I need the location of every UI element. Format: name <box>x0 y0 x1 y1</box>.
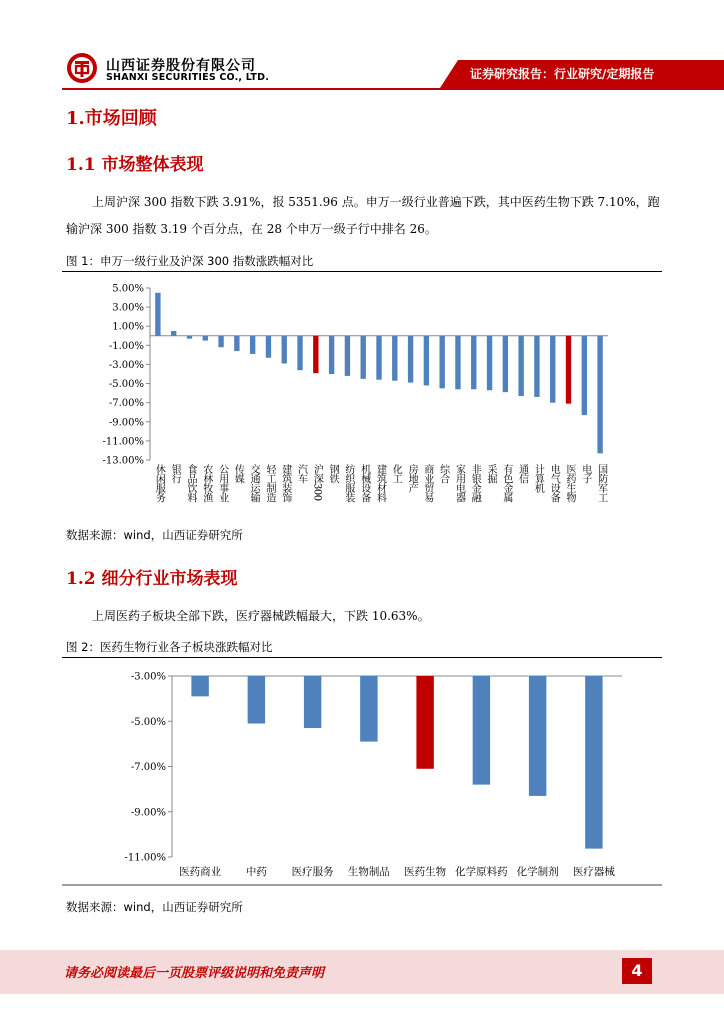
bar-通信 <box>518 336 523 396</box>
paragraph-overall-line1: 上周沪深 300 指数下跌 3.91%，报 5351.96 点。申万一级行业普遍下跌，其中医药生物下跌 7.10%，跑 <box>92 195 660 209</box>
bar-轻工制造 <box>266 336 271 358</box>
x-tick-label: 非银金融 <box>469 464 481 502</box>
bar-化学原料药 <box>473 676 490 785</box>
figure2-caption: 图 2：医药生物行业各子板块涨跌幅对比 <box>66 640 273 654</box>
bar-农林牧渔 <box>203 336 208 341</box>
y-tick-label: -11.00% <box>102 436 144 448</box>
bar-电气设备 <box>550 336 555 403</box>
bar-中药 <box>248 676 265 724</box>
x-tick-label: 汽车 <box>295 464 307 483</box>
x-tick-label: 综合 <box>437 464 449 483</box>
industry-performance-chart <box>62 274 662 522</box>
y-tick-label: -3.00% <box>108 359 144 371</box>
y-tick-label: -9.00% <box>130 807 166 819</box>
bar-汽车 <box>297 336 302 370</box>
y-tick-label: -5.00% <box>108 379 144 391</box>
figure1-caption: 图 1：申万一级行业及沪深 300 指数涨跌幅对比 <box>66 254 314 268</box>
y-tick-label: -7.00% <box>130 762 166 773</box>
x-tick-label: 有色金属 <box>500 464 512 502</box>
x-tick-label: 轻工制造 <box>263 464 275 502</box>
bar-国防军工 <box>597 336 602 454</box>
company-name-cn: 山西证券股份有限公司 <box>106 58 256 74</box>
y-tick-label: -5.00% <box>130 716 166 728</box>
x-tick-label: 医疗服务 <box>291 866 334 878</box>
bar-建筑装饰 <box>282 336 287 364</box>
bar-机械设备 <box>361 336 366 379</box>
y-tick-label: 1.00% <box>112 321 144 333</box>
bar-纺织服装 <box>345 336 350 376</box>
pharma-subsector-chart <box>62 660 662 888</box>
section-title-sub-industry: 1.2 细分行业市场表现 <box>66 569 238 589</box>
x-tick-label: 采掘 <box>485 464 497 483</box>
x-tick-label: 电子 <box>579 464 591 483</box>
x-tick-label: 生物制品 <box>347 866 390 878</box>
bar-医药生物 <box>416 676 433 769</box>
bar-交通运输 <box>250 336 255 354</box>
bar-建筑材料 <box>376 336 381 380</box>
paragraph-overall-line2: 输沪深 300 指数 3.19 个百分点，在 28 个申万一级子行中排名 26。 <box>66 222 437 236</box>
figure2-divider <box>62 657 662 658</box>
bar-休闲服务 <box>155 293 160 336</box>
x-tick-label: 化学原料药 <box>455 866 508 878</box>
bar-家用电器 <box>455 336 460 390</box>
section-title-market-review: 1.市场回顾 <box>66 108 157 129</box>
report-type: 证券研究报告：行业研究/定期报告 <box>470 67 655 81</box>
bar-传媒 <box>234 336 239 351</box>
x-tick-label: 建筑装饰 <box>279 464 291 502</box>
x-tick-label: 公用事业 <box>216 464 228 502</box>
x-tick-label: 钢铁 <box>327 464 339 483</box>
y-tick-label: 3.00% <box>112 302 144 314</box>
x-tick-label: 机械设备 <box>358 464 370 502</box>
bar-医药生物 <box>566 336 571 404</box>
bar-化学制剂 <box>529 676 546 796</box>
header-divider <box>62 88 724 90</box>
x-tick-label: 家用电器 <box>453 464 465 502</box>
x-tick-label: 医药生物 <box>404 866 447 878</box>
figure1-source: 数据来源：wind，山西证券研究所 <box>66 528 243 542</box>
x-tick-label: 银行 <box>169 464 181 483</box>
bar-综合 <box>439 336 444 389</box>
y-tick-label: -13.00% <box>102 455 144 467</box>
x-tick-label: 电气设备 <box>548 464 560 502</box>
x-tick-label: 计算机 <box>532 464 544 493</box>
x-tick-label: 农林牧渔 <box>200 464 212 502</box>
x-tick-label: 国防军工 <box>595 464 607 502</box>
y-tick-label: -1.00% <box>108 340 144 352</box>
bar-商业贸易 <box>424 336 429 386</box>
bar-医疗器械 <box>585 676 602 849</box>
x-tick-label: 建筑材料 <box>374 464 386 502</box>
bar-公用事业 <box>218 336 223 347</box>
x-tick-label: 医疗器械 <box>572 866 615 878</box>
page-number: 4 <box>622 958 652 984</box>
bar-生物制品 <box>360 676 377 742</box>
x-tick-label: 食品饮料 <box>184 464 196 502</box>
x-tick-label: 通信 <box>516 464 528 483</box>
y-tick-label: -11.00% <box>124 852 166 864</box>
x-tick-label: 房地产 <box>406 464 418 493</box>
figure2-source: 数据来源：wind，山西证券研究所 <box>66 900 243 914</box>
section-title-overall: 1.1 市场整体表现 <box>66 155 204 175</box>
x-tick-label: 化工 <box>390 464 402 483</box>
figure1-divider <box>62 271 662 272</box>
bar-有色金属 <box>503 336 508 392</box>
y-tick-label: -9.00% <box>108 417 144 429</box>
bar-银行 <box>171 331 176 336</box>
x-tick-label: 中药 <box>245 866 267 878</box>
footer-disclaimer: 请务必阅读最后一页股票评级说明和免责声明 <box>64 966 325 981</box>
bar-化工 <box>392 336 397 381</box>
x-tick-label: 化学制剂 <box>516 866 559 878</box>
company-name-en: SHANXI SECURITIES CO., LTD. <box>106 72 270 83</box>
y-tick-label: -3.00% <box>130 671 166 683</box>
bar-非银金融 <box>471 336 476 390</box>
x-tick-label: 医药商业 <box>179 866 222 878</box>
bar-计算机 <box>534 336 539 397</box>
x-tick-label: 交通运输 <box>248 464 260 502</box>
x-tick-label: 医药生物 <box>564 464 576 502</box>
x-tick-label: 休闲服务 <box>153 464 165 502</box>
bar-钢铁 <box>329 336 334 374</box>
bar-医疗服务 <box>304 676 321 728</box>
company-logo <box>66 52 98 84</box>
bar-房地产 <box>408 336 413 383</box>
x-tick-label: 传媒 <box>232 464 244 483</box>
bar-电子 <box>582 336 587 415</box>
bar-沪深300 <box>313 336 318 373</box>
x-tick-label: 纺织服装 <box>342 464 354 502</box>
y-tick-label: -7.00% <box>108 398 144 410</box>
bar-采掘 <box>487 336 492 390</box>
bar-医药商业 <box>191 676 208 696</box>
x-tick-label: 商业贸易 <box>421 464 433 502</box>
paragraph-sub-industry: 上周医药子板块全部下跌，医疗器械跌幅最大，下跌 10.63%。 <box>92 609 430 623</box>
y-tick-label: 5.00% <box>112 283 144 295</box>
bar-食品饮料 <box>187 336 192 339</box>
x-tick-label: 沪深300 <box>311 464 323 501</box>
